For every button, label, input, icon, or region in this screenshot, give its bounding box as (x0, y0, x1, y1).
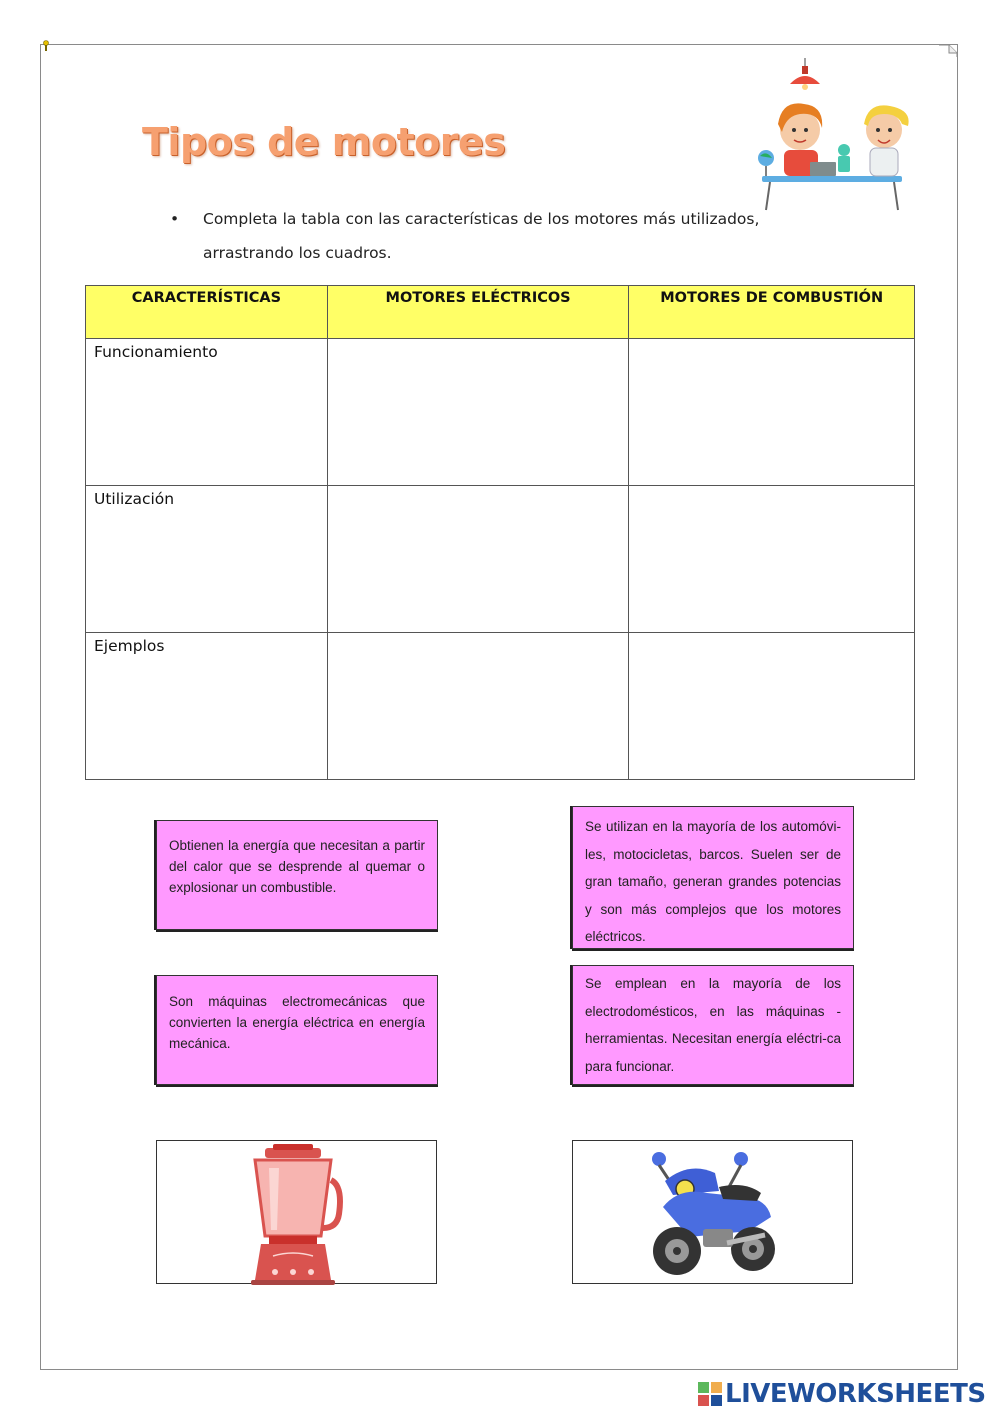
bullet-icon: • (170, 210, 180, 228)
kids-robot-illustration (752, 58, 920, 214)
draggable-card-combustion-use[interactable] (572, 806, 854, 949)
liveworksheets-logo (698, 1378, 986, 1410)
card-text: Se utilizan en la mayoría de los automóvi-les, motocicletas, barcos. Suelen ser de gran tamaño, generan grandes potencias y son más complejos que los motores eléctricos. (585, 819, 841, 944)
table-row (86, 633, 915, 780)
drop-zone-electric-funcionamiento[interactable] (327, 339, 629, 486)
header-motores-electricos: MOTORES ELÉCTRICOS (327, 286, 629, 339)
row-label-ejemplos: Ejemplos (86, 633, 328, 780)
pin-icon (42, 40, 50, 52)
page-title: Tipos de motores (142, 120, 506, 164)
drop-zone-electric-utilizacion[interactable] (327, 486, 629, 633)
table-header-row (86, 286, 915, 339)
brand-name: LIVEWORKSHEETS (725, 1379, 986, 1409)
draggable-card-motorcycle[interactable] (572, 1140, 853, 1284)
drop-zone-combustion-ejemplos[interactable] (629, 633, 915, 780)
liveworksheets-mark-icon (698, 1382, 722, 1406)
card-text: Obtienen la energía que necesitan a partir del calor que se desprende al quemar o explosionar un combustible. (169, 838, 425, 895)
instruction-line-1: Completa la tabla con las características de los motores más utilizados, (203, 210, 760, 228)
draggable-card-blender[interactable] (156, 1140, 437, 1284)
row-label-funcionamiento: Funcionamiento (86, 339, 328, 486)
instruction-line-2: arrastrando los cuadros. (203, 244, 392, 262)
header-caracteristicas: CARACTERÍSTICAS (86, 286, 328, 339)
row-label-utilizacion: Utilización (86, 486, 328, 633)
draggable-card-electric-use[interactable] (572, 965, 854, 1085)
draggable-card-electric-function[interactable] (156, 975, 438, 1085)
header-motores-combustion: MOTORES DE COMBUSTIÓN (629, 286, 915, 339)
instruction (170, 202, 760, 270)
characteristics-table (85, 285, 915, 780)
motorcycle-icon (649, 1147, 779, 1279)
card-text: Se emplean en la mayoría de los electrodomésticos, en las máquinas - herramientas. Necesitan energía eléctri-ca para funcionar. (585, 976, 841, 1074)
drop-zone-electric-ejemplos[interactable] (327, 633, 629, 780)
page-corner-fold (939, 45, 957, 57)
draggable-card-combustion-function[interactable] (156, 820, 438, 930)
card-text: Son máquinas electromecánicas que convierten la energía eléctrica en energía mecánica. (169, 994, 425, 1051)
blender-icon (243, 1144, 343, 1286)
table-row (86, 339, 915, 486)
drop-zone-combustion-utilizacion[interactable] (629, 486, 915, 633)
drop-zone-combustion-funcionamiento[interactable] (629, 339, 915, 486)
table-row (86, 486, 915, 633)
